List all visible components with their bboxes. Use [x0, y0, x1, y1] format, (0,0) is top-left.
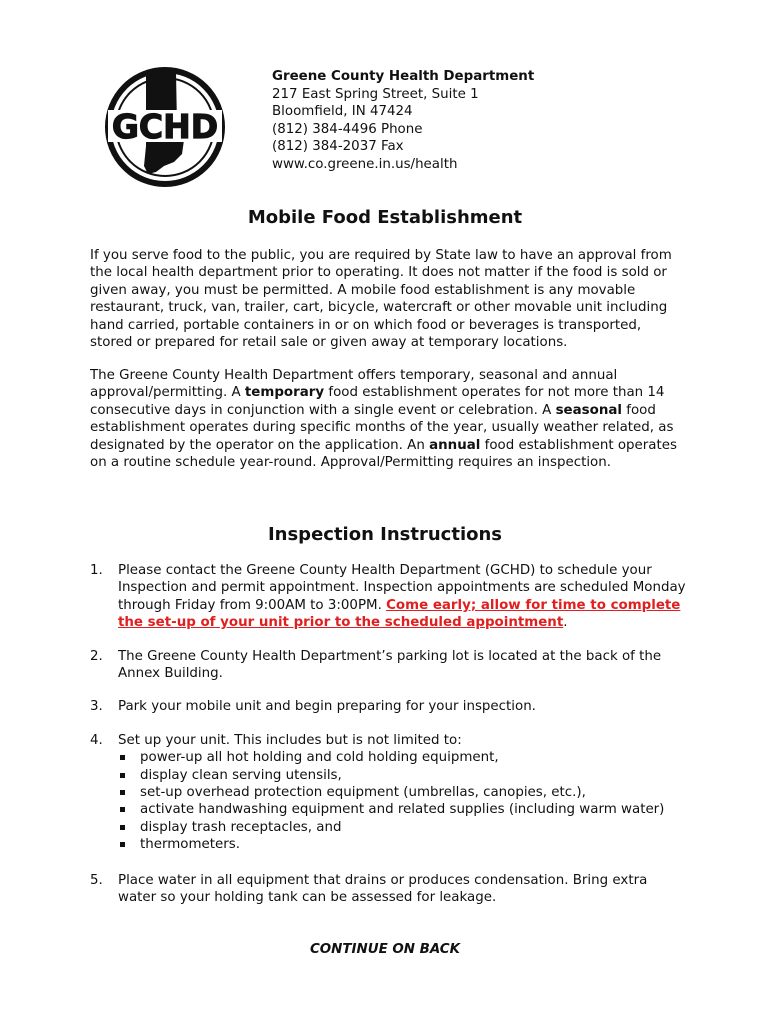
- list-item: [90, 698, 686, 715]
- list-item: display clean serving utensils,: [118, 767, 686, 784]
- fax-number: (812) 384-2037 Fax: [272, 139, 404, 155]
- temporary-label: temporary: [244, 385, 325, 401]
- list-item: display trash receptacles, and: [118, 819, 686, 836]
- step-number: 2.: [90, 648, 103, 664]
- gchd-logo: [104, 66, 226, 188]
- step-text: Park your mobile unit and begin preparing for your inspection.: [118, 699, 536, 715]
- list-item: set-up overhead protection equipment (umbrellas, canopies, etc.),: [118, 784, 686, 801]
- phone-number: (812) 384-4496 Phone: [272, 121, 423, 137]
- continue-on-back: CONTINUE ON BACK: [309, 942, 461, 957]
- list-item: thermometers.: [118, 836, 686, 853]
- permit-text-4: food establishment operates on a routine schedule year-round. Approval/Permitting requires an inspection.: [90, 437, 677, 471]
- permit-text-3: food establishment operates during specific months of the year, usually weather related, as designated by the operator on the application. An: [90, 402, 674, 453]
- seasonal-label: seasonal: [555, 402, 622, 418]
- list-item: power-up all hot holding and cold holding equipment,: [118, 749, 686, 766]
- intro-text: If you serve food to the public, you are required by State law to have an approval from the local health department prior to operating. It does not matter if the food is sold or given away, you must be permitted. A mobile food establishment is any movable restaurant, truck, van, trailer, cart, bicycle, watercraft or other movable unit including hand carried, portable containers in or on which food or beverages is transported, stored or prepared for retail sale or given away at temporary locations.: [90, 248, 672, 351]
- permit-text-2: food establishment operates for not more than 14 consecutive days in conjunction with a single event or celebration. A: [90, 385, 665, 418]
- list-item: [90, 562, 686, 632]
- step-number: 4.: [90, 732, 103, 748]
- list-item: activate handwashing equipment and related supplies (including warm water): [118, 801, 686, 818]
- permit-text-1: The Greene County Health Department offers temporary, seasonal and annual approval/permitting. A: [90, 368, 618, 401]
- inspection-steps-list: [90, 562, 686, 923]
- step-text: The Greene County Health Department’s parking lot is located at the back of the Annex Building.: [118, 648, 662, 682]
- list-item: [90, 648, 686, 683]
- come-early-notice: Come early; allow for time to complete the set-up of your unit prior to the scheduled appointment: [118, 597, 681, 631]
- section-title-mobile-food: Mobile Food Establishment: [247, 207, 523, 228]
- permit-types-paragraph: [90, 367, 686, 471]
- step-text: Set up your unit. This includes but is not limited to:: [118, 732, 462, 748]
- step-number: 1.: [90, 563, 103, 578]
- setup-checklist: [118, 749, 686, 853]
- annual-label: annual: [429, 437, 481, 453]
- intro-paragraph: [90, 247, 686, 351]
- indiana-state-icon: [104, 66, 226, 188]
- org-name: Greene County Health Department: [272, 69, 535, 84]
- address-line-2: Bloomfield, IN 47424: [272, 104, 413, 120]
- section-title-inspection: Inspection Instructions: [267, 524, 503, 545]
- step-text: Place water in all equipment that drains or produces condensation. Bring extra water so your holding tank can be assessed for leakage.: [118, 872, 648, 906]
- step-number: 5.: [90, 872, 103, 888]
- list-item: [90, 732, 686, 854]
- website: www.co.greene.in.us/health: [272, 156, 458, 172]
- logo-text: GCHD: [111, 107, 219, 146]
- step-text-end: .: [563, 615, 568, 631]
- step-number: 3.: [90, 699, 103, 715]
- step-text: Please contact the Greene County Health Department (GCHD) to schedule your Inspection and permit appointment. Inspection appointments are scheduled Monday through Friday from 9:00AM to 3:00PM.: [118, 563, 686, 613]
- org-address-block: [272, 68, 534, 174]
- list-item: [90, 872, 686, 907]
- address-line-1: 217 East Spring Street, Suite 1: [272, 86, 479, 102]
